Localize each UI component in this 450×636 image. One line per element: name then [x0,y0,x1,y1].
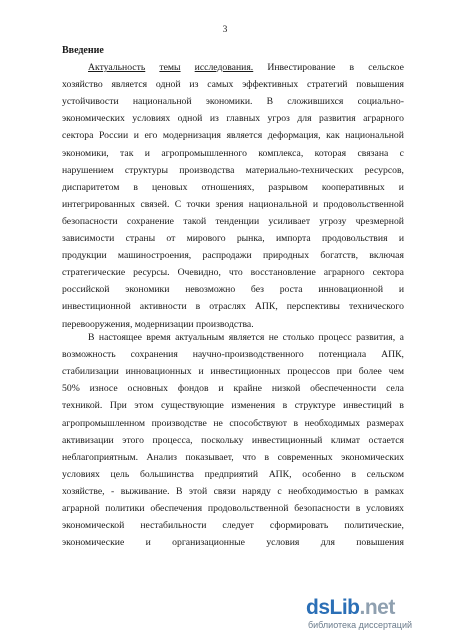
paragraph2-line: экономические и организационные условия для повышения [62,537,404,549]
paragraph2-line: экономической нестабильности следует сформировать политические, [62,520,404,532]
paragraph1-line: хозяйство является одной из самых эффективных стратегий повышения [62,79,404,91]
paragraph1-line: сектора России и его модернизация является деформация, как национальной [62,130,404,142]
watermark-logo: dsLib.net [306,596,395,619]
paragraph1-line: нарушением структуры производства материально-технических ресурсов, [62,164,404,176]
paragraph2-line: возможность сохранения научно-производственного потенциала АПК, [62,349,404,361]
paragraph1-line: стратегические ресурсы. Очевидно, что восстановление аграрного сектора [62,267,404,279]
page-number: 3 [222,25,228,35]
paragraph1-line: экономических условиях одной из главных угроз для развития аграрного [62,113,404,125]
section-heading: Введение [62,45,104,56]
paragraph1-line: инвестиционной активности в отраслях АПК, перспективы технического [62,301,404,313]
paragraph1-line: интегрированных связей. С точки зрения национальной и продовольственной [62,198,404,210]
watermark-caption: библиотека диссертаций [308,620,413,630]
paragraph2-line: аграрной политики обеспечения продовольственной безопасности в условиях [62,503,404,514]
paragraph1-line: российской экономики невозможно без роста инновационной и [62,284,404,296]
paragraph1-line: зависимости страны от мирового рынка, импорта продовольствия и [62,233,404,244]
paragraph1-line: безопасности сохранение такой тенденции усиливает угрозу чрезмерной [62,215,404,227]
paragraph2-line: активизации этого процесса, поскольку инвестиционный климат остается [62,434,404,446]
paragraph1-line: перевооружения, модернизации производства. [62,318,254,330]
paragraph2-line: В настоящее время актуальным является не столько процесс развития, а [88,332,404,343]
paragraph2-line: 50% износе основных фондов и крайне низкой обеспеченности села [62,383,404,395]
paragraph2-line: агропромышленном производстве не способствуют в необходимых размерах [62,417,404,429]
paragraph2-line: условиях цель большинства предприятий АПК, особенно в сельском [62,468,404,480]
paragraph2-line: стабилизации инновационных и инвестиционных процессов при более чем [62,366,404,378]
paragraph1-line: Актуальность темы исследования. Инвестирование в сельское [88,62,404,73]
paragraph2-line: техникой. При этом существующие изменения в структуре инвестиций в [62,400,404,412]
paragraph1-line: экономики, так и агропромышленного комплекса, которая связана с [62,147,404,159]
dslib-watermark [306,596,436,630]
paragraph2-line: неблагоприятным. Анализ показывает, что в современных экономических [62,451,404,463]
paragraph1-line: устойчивости национальной экономики. В сложившихся социально- [62,96,404,108]
paragraph1-line: продукции машиностроения, распродажи природных богатств, включая [62,250,404,262]
paragraph1-line: диспаритетом в ценовых отношениях, разрывом кооперативных и [62,181,404,193]
paragraph2-line: хозяйстве, - выживание. В этой связи наряду с необходимостью в рамках [62,485,404,497]
